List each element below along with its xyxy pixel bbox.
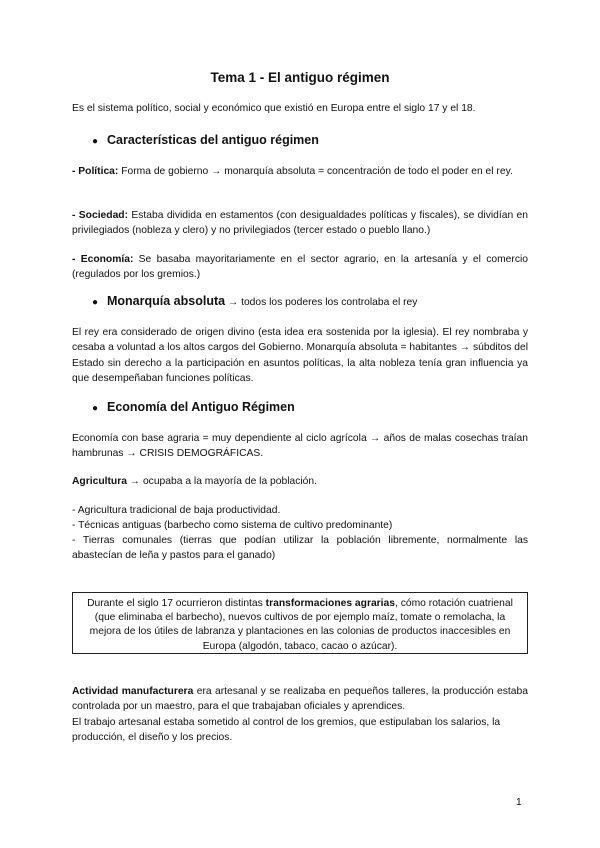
gremios-paragraph: El trabajo artesanal estaba sometido al control de los gremios, que estipulaban los salarios, la producción, el diseño y los precios. [72,717,501,744]
page-number: 1 [516,797,522,808]
section-heading-monarquia: ● Monarquía absoluta → todos los poderes los controlaba el rey [92,294,418,308]
economia-base-paragraph: Economía con base agraria = muy dependiente al ciclo agrícola → años de malas cosechas traían hambrunas → CRISIS DEMOGRÁFICAS. [72,433,528,460]
transformaciones-box: Durante el siglo 17 ocurrieron distintas transformaciones agrarias, cómo rotación cuatrienal (que eliminaba el barbecho), nuevos cultivos de por ejemplo maíz, tomate o remolacha, la mejora de los útiles de labranza y plantaciones en las colonias de productos inaccesibles en Europa (algodón, tabaco, cacao o azúcar). [72,592,528,654]
page-title: Tema 1 - El antiguo régimen [210,70,390,85]
list-item: - Tierras comunales (tierras que podían utilizar la población libremente, normalmente las abastecían de leña y pastos para el ganado) [72,535,528,562]
bullet-icon: ● [92,403,99,414]
section-heading-caracteristicas: ● Características del antiguo régimen [92,133,319,147]
section-heading-economia: ● Economía del Antiguo Régimen [92,400,295,414]
manufactura-paragraph: Actividad manufacturera era artesanal y se realizaba en pequeños talleres, la producción estaba controlada por un maestro, para el que trabajaban oficiales y aprendices. [72,686,528,713]
bullet-icon: ● [92,297,99,308]
monarquia-paragraph: El rey era considerado de origen divino (esta idea era sostenida por la iglesia). El rey nombraba y cesaba a voluntad a los altos cargos del Gobierno. Monarquía absoluta = habitantes → súbditos del Estado sin derecho a la participación en asuntos políticas, la alta nobleza tenía gran influencia ya que desempeñaban funciones políticas. [72,327,528,385]
politica-paragraph: - Política: Forma de gobierno → monarquía absoluta = concentración de todo el poder en el rey. [72,166,513,177]
bullet-icon: ● [92,136,99,147]
sociedad-paragraph: - Sociedad: Estaba dividida en estamentos (con desigualdades políticas y fiscales), se dividían en privilegiados (nobleza y clero) y no privilegiados (tercer estado o pueblo llano.) [72,210,528,237]
intro-paragraph: Es el sistema político, social y económico que existió en Europa entre el siglo 17 y el 18. [72,103,476,114]
list-item: - Técnicas antiguas (barbecho como sistema de cultivo predominante) [72,520,393,531]
list-item: - Agricultura tradicional de baja productividad. [72,505,281,516]
economia-paragraph: - Economía: Se basaba mayoritariamente en el sector agrario, en la artesanía y el comercio (regulados por los gremios.) [72,254,528,281]
agricultura-paragraph: Agricultura → ocupaba a la mayoría de la población. [72,476,317,487]
